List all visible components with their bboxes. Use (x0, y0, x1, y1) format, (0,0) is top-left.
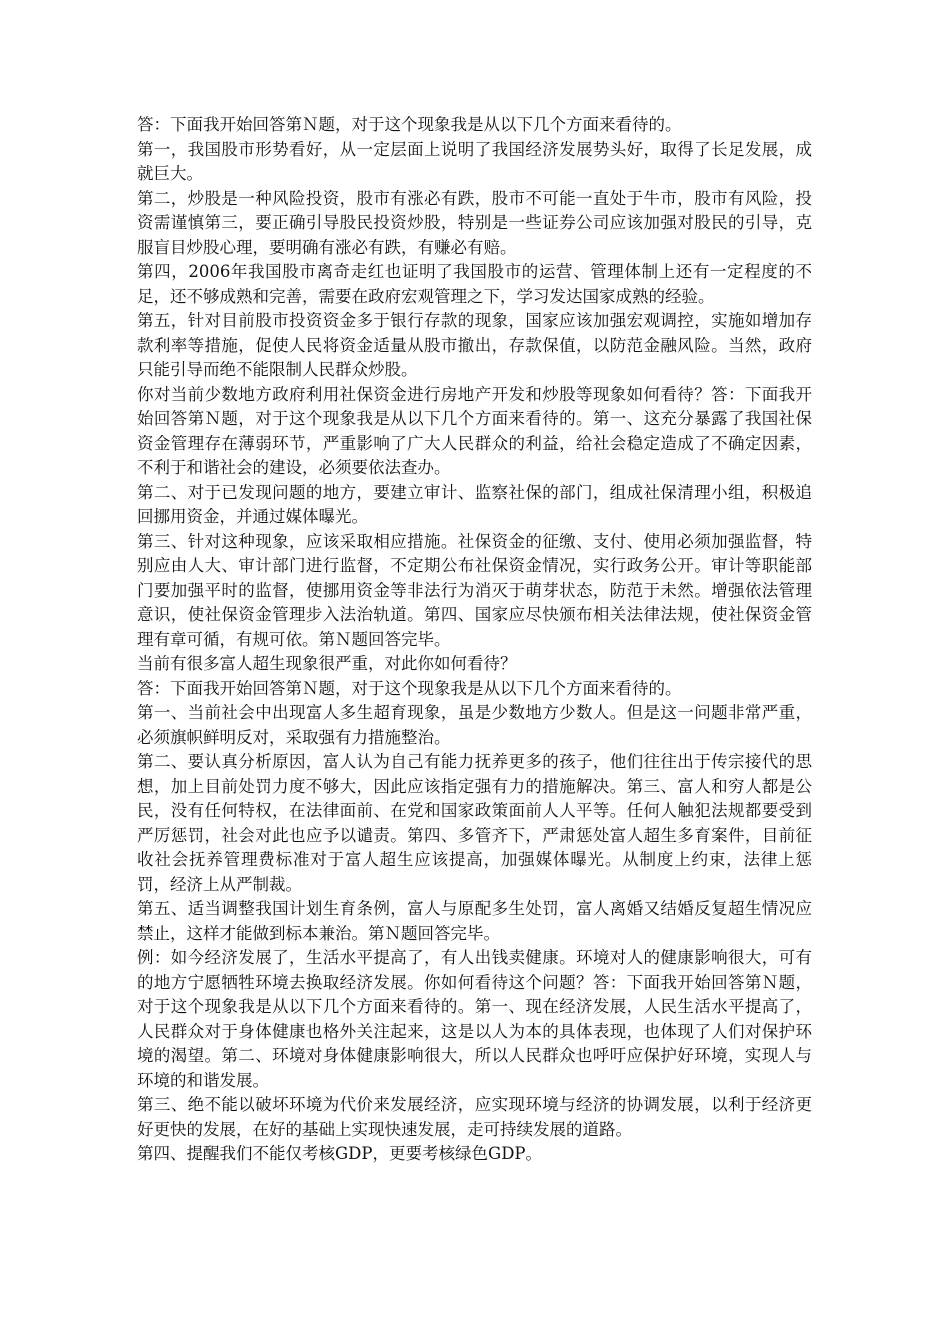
document-body (137, 113, 812, 1167)
paragraph-stock-point-4: 第四，2006年我国股市离奇走红也证明了我国股市的运营、管理体制上还有一定程度的不足，还不够成熟和完善，需要在政府宏观管理之下，学习发达国家成熟的经验。 (137, 262, 812, 306)
paragraph-answer-intro-1: 答：下面我开始回答第Ｎ题，对于这个现象我是从以下几个方面来看待的。 (137, 115, 682, 134)
paragraph-stock-point-2: 第二，炒股是一种风险投资，股市有涨必有跌，股市不可能一直处于牛市，股市有风险，投资需谨慎第三，要正确引导股民投资炒股，特别是一些证券公司应该加强对股民的引导，克服盲目炒股心理，要明确有涨必有跌，有赚必有赔。 (137, 188, 812, 257)
paragraph-social-security-point-2: 第二、对于已发现问题的地方，要建立审计、监察社保的部门，组成社保清理小组，积极追回挪用资金，并通过媒体曝光。 (137, 482, 812, 526)
paragraph-social-security-question: 你对当前少数地方政府利用社保资金进行房地产开发和炒股等现象如何看待？答：下面我开始回答第Ｎ题，对于这个现象我是从以下几个方面来看待的。第一、这充分暴露了我国社保资金管理存在薄弱环节，严重影响了广大人民群众的利益，给社会稳定造成了不确定因素，不利于和谐社会的建设，必须要依法查办。 (137, 384, 812, 477)
paragraph-answer-intro-2: 答：下面我开始回答第Ｎ题，对于这个现象我是从以下几个方面来看待的。 (137, 678, 682, 698)
paragraph-environment-point-3: 第三、绝不能以破坏环境为代价来发展经济，应实现环境与经济的协调发展，以利于经济更好更快的发展，在好的基础上实现快速发展，走可持续发展的道路。 (137, 1095, 812, 1139)
paragraph-overbirth-point-5: 第五、适当调整我国计划生育条例，富人与原配多生处罚，富人离婚又结婚反复超生情况应禁止，这样才能做到标本兼治。第Ｎ题回答完毕。 (137, 899, 812, 943)
paragraph-overbirth-point-1: 第一、当前社会中出现富人多生超育现象，虽是少数地方少数人。但是这一问题非常严重，必须旗帜鲜明反对，采取强有力措施整治。 (137, 703, 812, 747)
paragraph-stock-point-1: 第一，我国股市形势看好，从一定层面上说明了我国经济发展势头好，取得了长足发展，成就巨大。 (137, 139, 812, 183)
paragraph-environment-point-4: 第四、提醒我们不能仅考核GDP，更要考核绿色GDP。 (137, 1144, 543, 1163)
paragraph-social-security-point-3: 第三、针对这种现象，应该采取相应措施。社保资金的征缴、支付、使用必须加强监督，特别应由人大、审计部门进行监督，不定期公布社保资金情况，实行政务公开。审计等职能部门要加强平时的监督，使挪用资金等非法行为消灭于萌芽状态，防范于未然。增强依法管理意识，使社保资金管理步入法治轨道。第四、国家应尽快颁布相关法律法规，使社保资金管理有章可循，有规可依。第Ｎ题回答完毕。 (137, 531, 812, 649)
paragraph-stock-point-5: 第五，针对目前股市投资资金多于银行存款的现象，国家应该加强宏观调控，实施如增加存款利率等措施，促使人民将资金适量从股市撤出，存款保值，以防范金融风险。当然，政府只能引导而绝不能限制人民群众炒股。 (137, 311, 812, 379)
paragraph-overbirth-point-2: 第二、要认真分析原因，富人认为自己有能力抚养更多的孩子，他们往往出于传宗接代的思想，加上目前处罚力度不够大，因此应该指定强有力的措施解决。第三、富人和穷人都是公民，没有任何特权，在法律面前、在党和国家政策面前人人平等。任何人触犯法规都要受到严厉惩罚，社会对此也应予以谴责。第四、多管齐下，严肃惩处富人超生多育案件，目前征收社会抚养管理费标准对于富人超生应该提高，加强媒体曝光。从制度上约束，法律上惩罚，经济上从严制裁。 (137, 752, 812, 894)
paragraph-rich-overbirth-question: 当前有很多富人超生现象很严重，对此你如何看待？ (137, 654, 517, 673)
paragraph-environment-question: 例：如今经济发展了，生活水平提高了，有人出钱卖健康。环境对人的健康影响很大，可有的地方宁愿牺牲环境去换取经济发展。你如何看待这个问题？答：下面我开始回答第Ｎ题，对于这个现象我是从以下几个方面来看待的。第一、现在经济发展，人民生活水平提高了，人民群众对于身体健康也格外关注起来，这是以人为本的具体表现，也体现了人们对保护环境的渴望。第二、环境对身体健康影响很大，所以人民群众也呼吁应保护好环境，实现人与环境的和谐发展。 (137, 948, 813, 1090)
